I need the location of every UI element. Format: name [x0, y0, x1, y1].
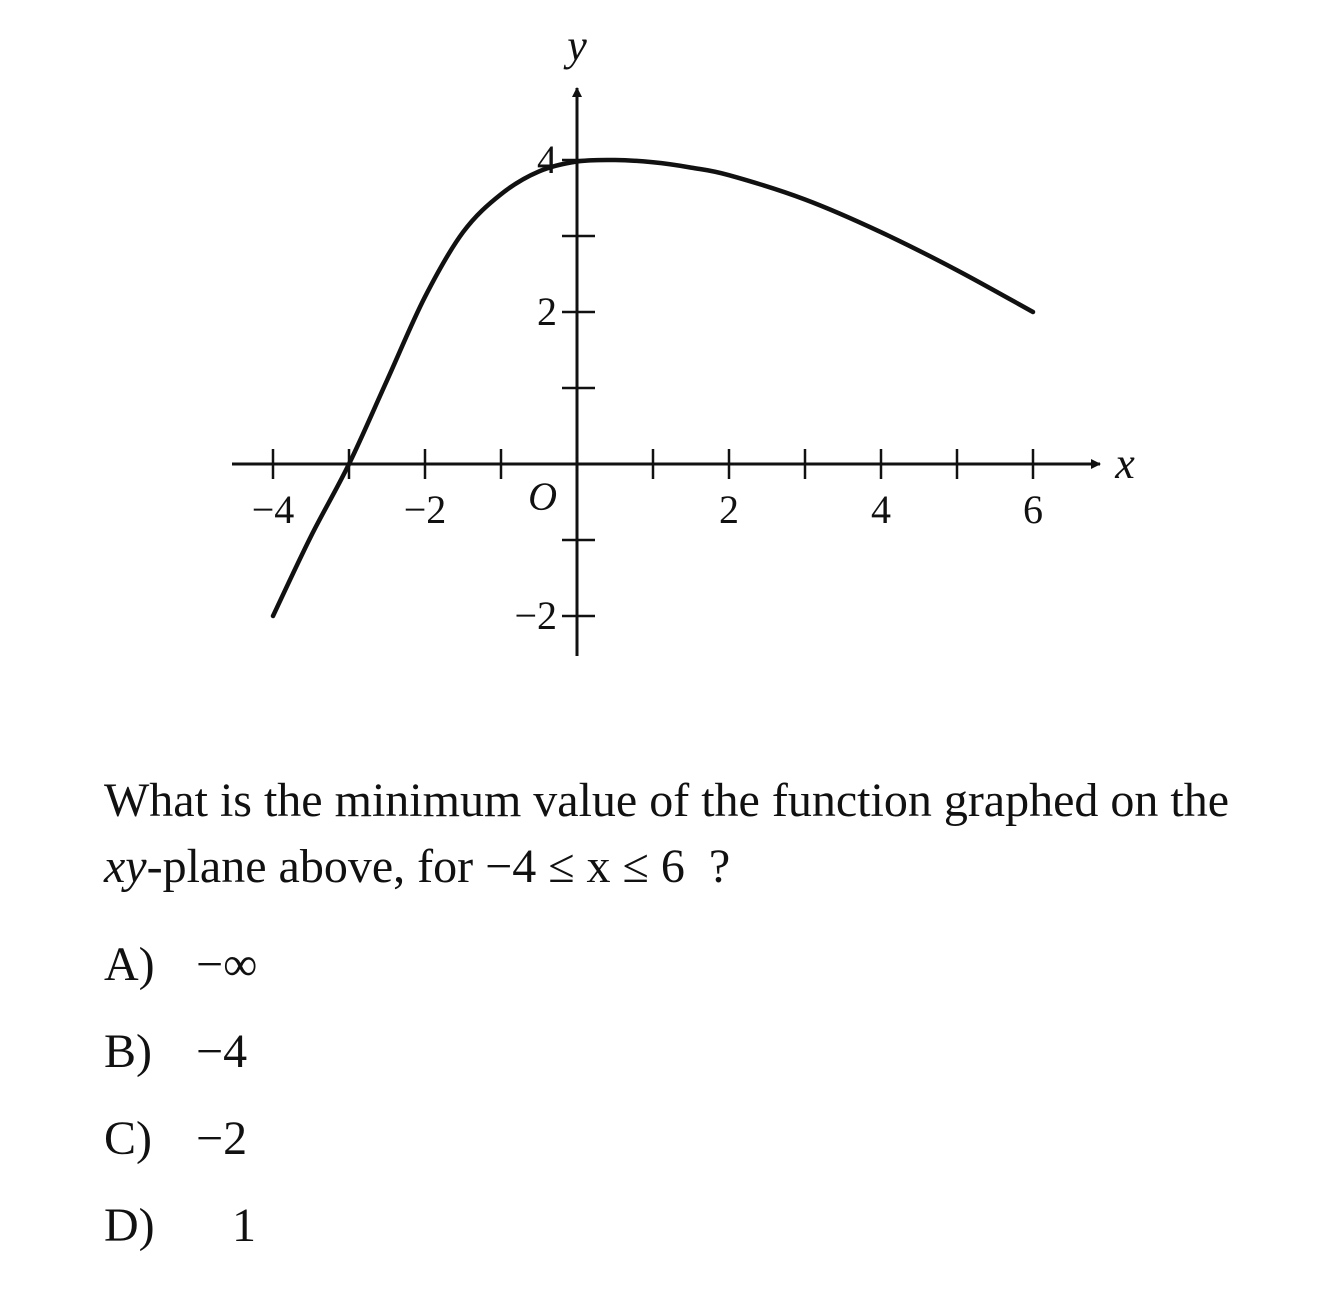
choice-letter: A) [104, 938, 155, 991]
question-part1: What is the minimum value of the function graphed on the [104, 774, 1230, 827]
question-text [104, 768, 1284, 900]
x-tick-label: 4 [871, 487, 891, 532]
x-tick-label: 2 [719, 487, 739, 532]
question-part2: -plane above, for [146, 840, 486, 893]
question-italic-xy: xy [104, 840, 147, 893]
series-curve [273, 160, 1033, 616]
choice-value: −4 [196, 1025, 248, 1078]
origin-label: O [528, 474, 557, 519]
x-tick-label: 6 [1023, 487, 1043, 532]
axes [232, 88, 1100, 656]
answer-choices [104, 935, 257, 1283]
choice-value: −∞ [196, 938, 258, 991]
question-inequality: −4 ≤ x ≤ 6 [485, 840, 685, 893]
choice-letter: C) [104, 1112, 152, 1165]
choice-value: −2 [196, 1112, 248, 1165]
choice-letter: D) [104, 1199, 155, 1252]
choice-value: 1 [232, 1199, 256, 1252]
y-tick-label: −2 [514, 593, 557, 638]
choice-c[interactable] [104, 1109, 257, 1196]
choice-d[interactable] [104, 1196, 257, 1283]
question-mark: ? [708, 840, 731, 893]
choice-a[interactable] [104, 935, 257, 1022]
y-axis-name: y [567, 21, 587, 70]
y-tick-label: 2 [537, 289, 557, 334]
x-tick-label: −4 [251, 487, 295, 532]
y-tick-label: 4 [537, 137, 557, 182]
tick-marks [273, 160, 1033, 616]
x-axis-name: x [1115, 439, 1135, 488]
choice-letter: B) [104, 1025, 152, 1078]
x-tick-label: −2 [403, 487, 447, 532]
function-curve [273, 160, 1033, 616]
choice-b[interactable] [104, 1022, 257, 1109]
tick-labels [252, 21, 1136, 638]
